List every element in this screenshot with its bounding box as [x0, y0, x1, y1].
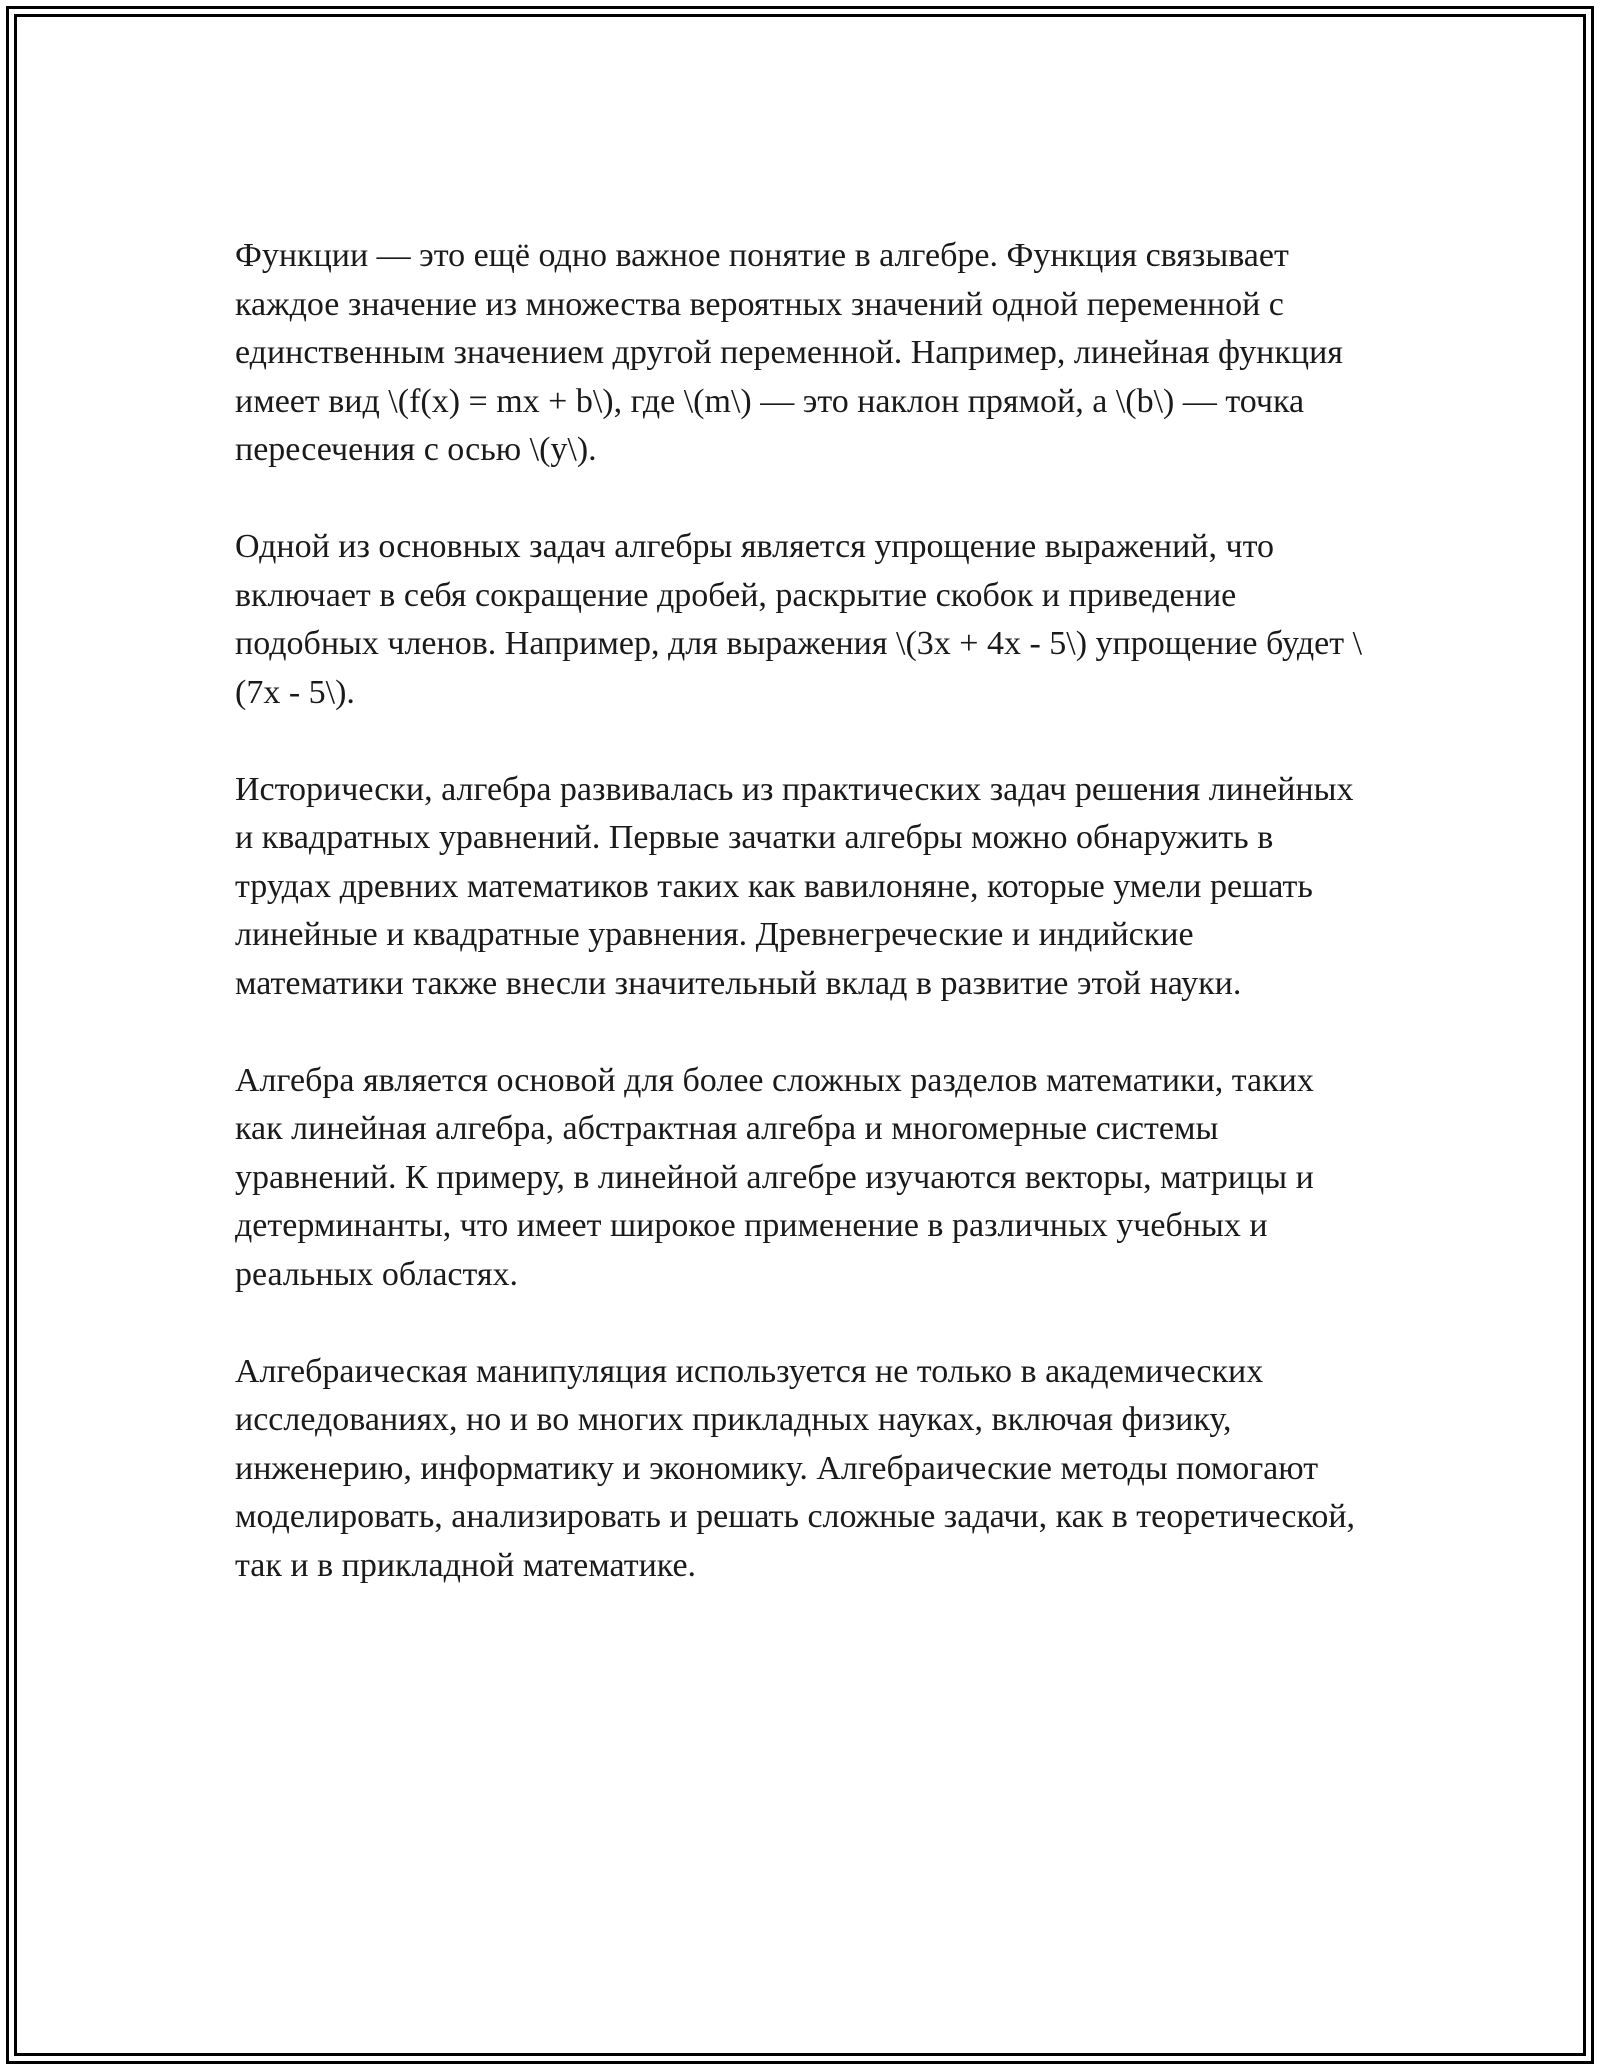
paragraph-applications: Алгебраическая манипуляция используется не только в академических исследованиях, но и во многих прикладных науках, включая физику, инженерию, информатику и экономику. Алгебраические методы помогают моделировать, анализировать и решать сложные задачи, как в теоретической, так и в прикладной математике.: [235, 1352, 1356, 1584]
paragraph-simplification: Одной из основных задач алгебры является упрощение выражений, что включает в себя сокращение дробей, раскрытие скобок и приведение подобных членов. Например, для выражения \(3x + 4x - 5\) упрощение будет \(7x - 5\).: [235, 528, 1363, 711]
paragraph-functions: Функции — это ещё одно важное понятие в алгебре. Функция связывает каждое значение из множества вероятных значений одной переменной с единственным значением другой переменной. Например, линейная функция имеет вид \(f(x) = mx + b\), где \(m\) — это наклон прямой, а \(b\) — точка пересечения с осью \(y\).: [235, 237, 1343, 468]
document-body: [235, 232, 1365, 1639]
paragraph-advanced-topics: Алгебра является основой для более сложных разделов математики, таких как линейная алгебра, абстрактная алгебра и многомерные системы уравнений. К примеру, в линейной алгебре изучаются векторы, матрицы и детерминанты, что имеет широкое применение в различных учебных и реальных областях.: [235, 1061, 1314, 1293]
paragraph-history: Исторически, алгебра развивалась из практических задач решения линейных и квадратных уравнений. Первые зачатки алгебры можно обнаружить в трудах древних математиков таких как вавилоняне, которые умели решать линейные и квадратные уравнения. Древнегреческие и индийские математики также внесли значительный вклад в развитие этой науки.: [235, 770, 1354, 1002]
